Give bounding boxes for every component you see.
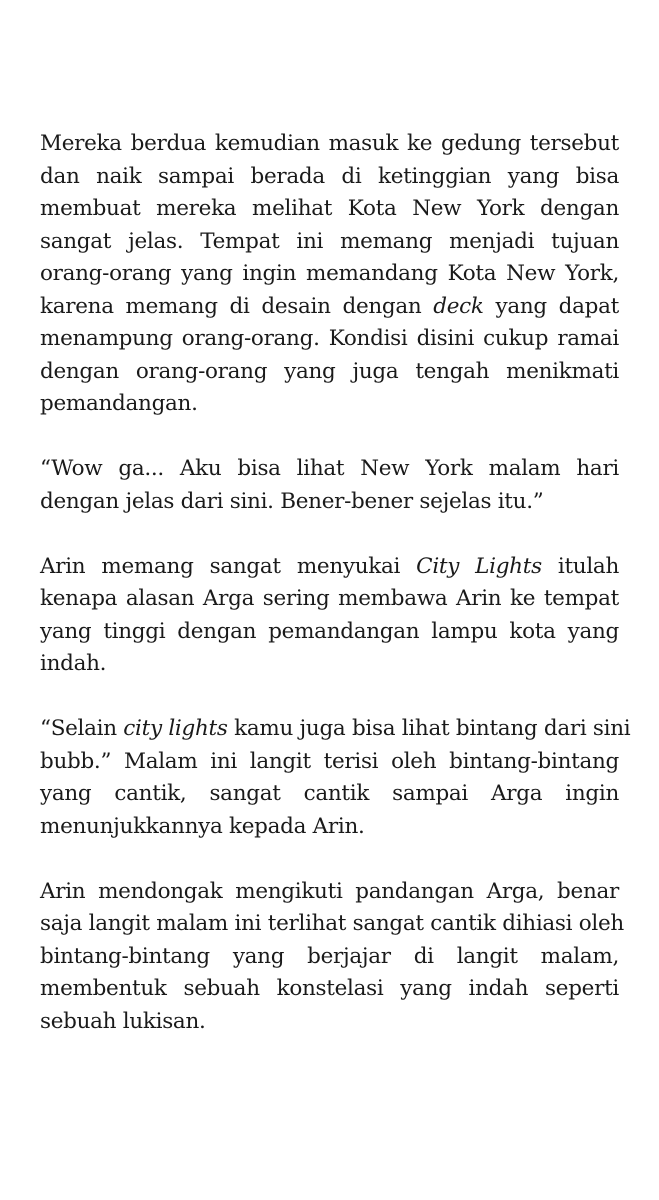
- text-line: [40, 356, 619, 389]
- text-line: [40, 941, 619, 974]
- text-line: [40, 193, 619, 226]
- text-line: [40, 973, 619, 1006]
- paragraph: [40, 713, 631, 843]
- text-run: kamu juga bisa lihat bintang dari sini: [227, 716, 631, 741]
- text-run: Arin mendongak mengikuti pandangan Arga, benar: [40, 878, 619, 904]
- text-line: [40, 323, 619, 356]
- text-line: [40, 583, 619, 616]
- text-line: [40, 876, 619, 909]
- text-line: [40, 453, 619, 486]
- text-run: sebuah lukisan.: [40, 1008, 206, 1034]
- text-run: yang dapat: [483, 293, 619, 319]
- text-run: dengan orang-orang yang juga tengah menikmati: [40, 358, 619, 384]
- paragraph: [40, 453, 619, 518]
- text-run: Mereka berdua kemudian masuk ke gedung tersebut: [40, 131, 619, 156]
- text-run: sangat jelas. Tempat ini memang menjadi tujuan: [40, 228, 619, 254]
- text-line: [40, 161, 619, 194]
- text-line: [40, 648, 619, 681]
- text-line: [40, 746, 619, 779]
- italic-term: City Lights: [416, 553, 542, 579]
- text-line: [40, 128, 619, 161]
- text-run: yang cantik, sangat cantik sampai Arga ingin: [40, 781, 619, 806]
- text-line: [40, 713, 631, 746]
- paragraph: [40, 876, 624, 1039]
- italic-term: deck: [433, 293, 484, 319]
- text-run: menunjukkannya kepada Arin.: [40, 813, 365, 839]
- text-run: yang tinggi dengan pemandangan lampu kota yang: [40, 618, 619, 644]
- text-run: indah.: [40, 651, 107, 676]
- text-run: dengan jelas dari sini. Bener-bener sejelas itu.”: [40, 488, 544, 514]
- italic-term: city lights: [123, 716, 228, 741]
- text-run: orang-orang yang ingin memandang Kota New York,: [40, 261, 619, 286]
- text-run: membuat mereka melihat Kota New York dengan: [40, 196, 619, 221]
- text-run: karena memang di desain dengan: [40, 293, 434, 319]
- text-run: “Selain: [40, 716, 124, 741]
- text-line: [40, 258, 619, 291]
- text-line: [40, 551, 619, 584]
- text-run: Arin memang sangat menyukai: [40, 553, 417, 579]
- paragraph: [40, 551, 619, 681]
- text-line: [40, 778, 619, 811]
- text-run: “Wow ga... Aku bisa lihat New York malam hari: [40, 456, 619, 481]
- text-run: pemandangan.: [40, 391, 198, 416]
- text-line: [40, 486, 619, 519]
- document-page: [40, 128, 631, 1038]
- text-run: itulah: [541, 553, 619, 579]
- text-run: bubb.” Malam ini langit terisi oleh bintang-bintang: [40, 748, 619, 774]
- paragraph: [40, 128, 619, 421]
- text-line: [40, 908, 624, 941]
- text-run: menampung orang-orang. Kondisi disini cukup ramai: [40, 326, 619, 351]
- text-line: [40, 1006, 619, 1039]
- text-run: dan naik sampai berada di ketinggian yang bisa: [40, 163, 619, 189]
- text-run: bintang-bintang yang berjajar di langit malam,: [40, 943, 619, 969]
- text-line: [40, 811, 619, 844]
- text-line: [40, 226, 619, 259]
- text-run: kenapa alasan Arga sering membawa Arin ke tempat: [40, 586, 619, 611]
- text-line: [40, 616, 619, 649]
- text-run: saja langit malam ini terlihat sangat cantik dihiasi oleh: [40, 911, 624, 936]
- text-run: membentuk sebuah konstelasi yang indah seperti: [40, 976, 619, 1001]
- text-line: [40, 388, 619, 421]
- text-line: [40, 291, 619, 324]
